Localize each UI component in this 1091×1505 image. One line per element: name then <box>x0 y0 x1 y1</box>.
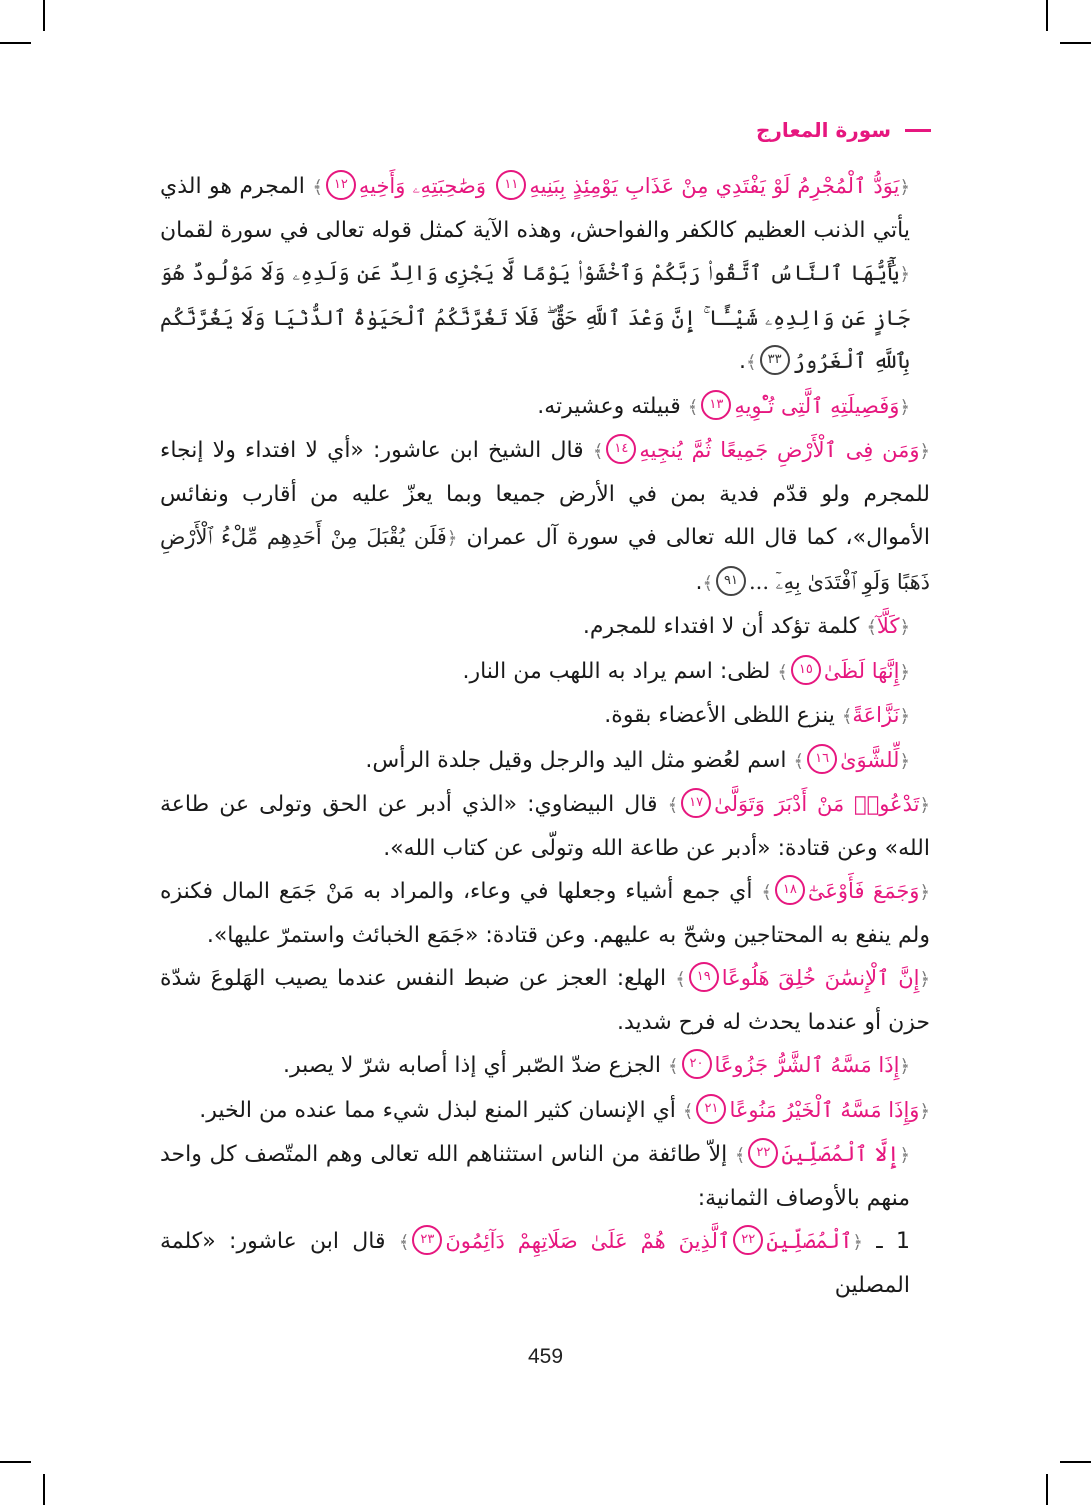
verse-text: لِّلشَّوَىٰ <box>840 747 900 772</box>
verse-number-badge: ٢٠ <box>682 1049 712 1079</box>
verse-text: وَصَٰحِبَتِهِۦ وَأَخِيهِ <box>358 174 486 198</box>
paragraph-5: ﴿إِنَّهَا لَظَىٰ١٥﴾ لظى: اسم يراد به اللهب من النار. <box>160 650 930 695</box>
commentary-text: أي الإنسان كثير المنع لبذل شيء مما عنده من الخير. <box>199 1097 676 1123</box>
commentary-text: ينزع اللظى الأعضاء بقوة. <box>604 703 835 728</box>
crop-mark <box>43 1474 45 1505</box>
verse-number-badge: ١١ <box>496 170 526 200</box>
crop-mark <box>1060 1461 1091 1463</box>
paragraph-6: ﴿نَزَّاعَةً﴾ ينزع اللظى الأعضاء بقوة. <box>604 703 910 728</box>
commentary-text: الهلع: العجز عن ضبط النفس عندما يصيب الهَلوعَ شدّة حزن أو عندما يحدث له فرح شديد. <box>160 966 930 1035</box>
verse-text: وَإِذَا مَسَّهُ ٱلْخَيْرُ مَنُوعًا <box>729 1097 920 1122</box>
commentary-text: أي جمع أشياء وجعلها في وعاء، والمراد به مَنْ جَمَع المال فكنزه ولم ينفع به المحتاجين وشحّ به عليهم. وعن قتادة: «جَمَع الخبائث واستمرّ عليها». <box>160 879 930 948</box>
verse-text: ٱلْمُصَلِّينَ <box>766 1229 853 1253</box>
commentary-text: لظى: اسم يراد به اللهب من النار. <box>462 658 771 684</box>
commentary-text: قال البيضاوي: «الذي أدبر عن الحق وتولى عن طاعة الله» وعن قتادة: «أدبر عن طاعة الله وتولّى عن كتاب الله». <box>160 792 930 861</box>
commentary-text: قال الشيخ ابن عاشور: «أي لا افتداء ولا إنجاء للمجرم ولو قدّم فدية بمن في الأرض جميعا وبما يعزّ عليه من أقارب ونفائس الأموال»، كما قال الله تعالى في سورة آل عمران <box>160 438 930 550</box>
commentary-text: اسم لعُضو مثل اليد والرجل وقيل جلدة الرأس. <box>365 747 787 773</box>
paragraph-2: ﴿وَفَصِيلَتِهِ ٱلَّتِى تُـْٔوِيهِ١٣﴾ قبيلته وعشيرته. <box>160 385 930 430</box>
verse-number-badge: ١٤ <box>606 434 636 464</box>
paragraph-4: ﴿كَلَّآ﴾ كلمة تؤكد أن لا افتداء للمجرم. <box>582 614 910 639</box>
surah-title: سورة المعارج <box>756 118 891 142</box>
verse-text: تَدْعُوا۟ مَنْ أَدْبَرَ وَتَوَلَّىٰ <box>714 792 920 816</box>
verse-text: وَمَن فِى ٱلْأَرْضِ جَمِيعًا ثُمَّ يُنجِيهِ <box>639 438 920 462</box>
commentary-text: الجزع ضدّ الصّبر أي إذا أصابه شرّ لا يصبر. <box>282 1053 661 1078</box>
paragraph-9: ﴿وَجَمَعَ فَأَوْعَىٰٓ١٨﴾ أي جمع أشياء وجعلها في وعاء، والمراد به مَنْ جَمَع المال فكنزه ولم ينفع به المحتاجين وشحّ به عليهم. وعن قتادة: «جَمَع الخبائث واستمرّ عليها». <box>160 870 930 957</box>
verse-number-badge: ١٢ <box>326 170 356 200</box>
paragraph-13: ﴿إِلَّا ٱلْمُصَلِّينَ٢٢﴾ إلاّ طائفة من الناس استثناهم الله تعالى وهم المتّصف كل واحد منهم بالأوصاف الثمانية: <box>160 1133 930 1220</box>
verse-text: إِذَا مَسَّهُ ٱلشَّرُّ جَزُوعًا <box>714 1053 900 1077</box>
list-number: 1 ـ <box>876 1229 910 1254</box>
paragraph-11: ﴿إِذَا مَسَّهُ ٱلشَّرُّ جَزُوعًا٢٠﴾ الجزع ضدّ الصّبر أي إذا أصابه شرّ لا يصبر. <box>160 1044 930 1089</box>
crop-mark <box>1060 42 1091 44</box>
paragraph-10: ﴿إِنَّ ٱلْإِنسَٰنَ خُلِقَ هَلُوعًا١٩﴾ الهلع: العجز عن ضبط النفس عندما يصيب الهَلوعَ شدّة حزن أو عندما يحدث له فرح شديد. <box>160 957 930 1044</box>
quoted-verse: فَلَن يُقْبَلَ مِنْ أَحَدِهِم مِّلْءُ ٱلْأَرْضِ ذَهَبًا وَلَوِ ٱفْتَدَىٰ بِهِۦٓ ... <box>160 525 930 594</box>
verse-number-badge: ١٩ <box>689 962 719 992</box>
verse-text: كَلَّآ <box>876 614 900 638</box>
verse-text: إِلَّا ٱلْمُصَلِّينَ <box>781 1142 900 1166</box>
crop-mark <box>0 42 31 44</box>
paragraph-3: ﴿وَمَن فِى ٱلْأَرْضِ جَمِيعًا ثُمَّ يُنجِيهِ١٤﴾ قال الشيخ ابن عاشور: «أي لا افتداء ولا إنجاء للمجرم ولو قدّم فدية بمن في الأرض جميعا وبما يعزّ عليه من أقارب ونفائس الأموال»، كما قال الله تعالى في سورة آل عمران ﴿فَلَن يُقْبَلَ مِنْ أَحَدِهِم مِّلْءُ ٱلْأَرْضِ ذَهَبًا وَلَوِ ٱفْتَدَىٰ بِهِۦٓ ...٩١﴾. <box>160 429 930 605</box>
verse-number-badge: ٩١ <box>716 566 746 596</box>
verse-text: ٱلَّذِينَ هُمْ عَلَىٰ صَلَاتِهِمْ دَآئِمُونَ <box>445 1229 731 1253</box>
verse-number-badge: ٣٣ <box>760 345 790 375</box>
commentary-text: إلاّ طائفة من الناس استثناهم الله تعالى وهم المتّصف كل واحد منهم بالأوصاف الثمانية: <box>160 1142 910 1211</box>
crop-mark <box>0 1461 31 1463</box>
verse-text: نَزَّاعَةً <box>852 703 900 727</box>
paragraph-14: 1 ـ ﴿ٱلْمُصَلِّينَ٢٢ٱلَّذِينَ هُمْ عَلَىٰ صَلَاتِهِمْ دَآئِمُونَ٢٣﴾ قال ابن عاشور: «كلمة المصلين <box>160 1220 930 1307</box>
verse-number-badge: ١٨ <box>775 875 805 905</box>
paragraph-8: ﴿تَدْعُوا۟ مَنْ أَدْبَرَ وَتَوَلَّىٰ١٧﴾ قال البيضاوي: «الذي أدبر عن الحق وتولى عن طاعة الله» وعن قتادة: «أدبر عن طاعة الله وتولّى عن كتاب الله». <box>160 783 930 870</box>
header-dash <box>905 129 931 132</box>
paragraph-12: ﴿وَإِذَا مَسَّهُ ٱلْخَيْرُ مَنُوعًا٢١﴾ أي الإنسان كثير المنع لبذل شيء مما عنده من الخير. <box>160 1089 930 1134</box>
crop-mark <box>43 0 45 31</box>
verse-text: يَوَدُّ ٱلْمُجْرِمُ لَوْ يَفْتَدِي مِنْ عَذَابِ يَوْمِئِذٍ بِبَنِيهِ <box>529 174 900 198</box>
commentary-text: قبيلته وعشيرته. <box>537 393 681 419</box>
crop-mark <box>1046 0 1048 31</box>
quoted-verse: يَٰٓأَيُّهَا ٱلنَّاسُ ٱتَّقُوا۟ رَبَّكُمْ وَٱخْشَوْا۟ يَوْمًا لَّا يَجْزِى وَالِدٌ عَن وَلَدِهِۦ وَلَا مَوْلُودٌ هُوَ جَازٍ عَن وَالِدِهِۦ شَيْـًٔا ۚ إِنَّ وَعْدَ ٱللَّهِ حَقٌّ ۖ فَلَا تَغُرَّنَّكُمُ ٱلْحَيَوٰةُ ٱلدُّنْيَا وَلَا يَغُرَّنَّكُم بِٱللَّهِ ٱلْغَرُورُ <box>160 261 910 373</box>
commentary-text: قال ابن عاشور: «كلمة المصلين <box>160 1229 910 1298</box>
verse-number-badge: ٢١ <box>696 1094 726 1124</box>
verse-text: وَفَصِيلَتِهِ ٱلَّتِى تُـْٔوِيهِ <box>734 393 900 418</box>
commentary-text: كلمة تؤكد أن لا افتداء للمجرم. <box>582 614 860 639</box>
commentary-text: المجرم هو الذي يأتي الذنب العظيم كالكفر والفواحش، وهذه الآية كمثل قوله تعالى في سورة لقمان <box>160 174 910 243</box>
verse-text: وَجَمَعَ فَأَوْعَىٰٓ <box>807 879 920 903</box>
verse-text: إِنَّ ٱلْإِنسَٰنَ خُلِقَ هَلُوعًا <box>721 966 920 990</box>
crop-mark <box>1046 1474 1048 1505</box>
paragraph-7: ﴿لِّلشَّوَىٰ١٦﴾ اسم لعُضو مثل اليد والرجل وقيل جلدة الرأس. <box>160 739 930 784</box>
paragraph-1: ﴿يَوَدُّ ٱلْمُجْرِمُ لَوْ يَفْتَدِي مِنْ عَذَابِ يَوْمِئِذٍ بِبَنِيهِ١١ وَصَٰحِبَتِهِۦ وَأَخِيهِ١٢﴾ المجرم هو الذي يأتي الذنب العظيم كالكفر والفواحش، وهذه الآية كمثل قوله تعالى في سورة لقمان ﴿يَٰٓأَيُّهَا ٱلنَّاسُ ٱتَّقُوا۟ رَبَّكُمْ وَٱخْشَوْا۟ يَوْمًا لَّا يَجْزِى وَالِدٌ عَن وَلَدِهِۦ وَلَا مَوْلُودٌ هُوَ جَازٍ عَن وَالِدِهِۦ شَيْـًٔا ۚ إِنَّ وَعْدَ ٱللَّهِ حَقٌّ ۖ فَلَا تَغُرَّنَّكُمُ ٱلْحَيَوٰةُ ٱلدُّنْيَا وَلَا يَغُرَّنَّكُم بِٱللَّهِ ٱلْغَرُورُ٣٣﴾. <box>160 165 930 385</box>
verse-number-badge: ٢٢ <box>733 1225 763 1255</box>
verse-number-badge: ١٣ <box>701 390 731 420</box>
page-number: 459 <box>527 1345 564 1368</box>
running-header <box>631 112 931 148</box>
verse-number-badge: ٢٢ <box>748 1138 778 1168</box>
verse-number-badge: ٢٣ <box>412 1225 442 1255</box>
verse-number-badge: ١٦ <box>807 744 837 774</box>
verse-number-badge: ١٥ <box>791 655 821 685</box>
commentary-body <box>160 165 930 1307</box>
verse-number-badge: ١٧ <box>681 788 711 818</box>
verse-text: إِنَّهَا لَظَىٰ <box>823 658 900 683</box>
